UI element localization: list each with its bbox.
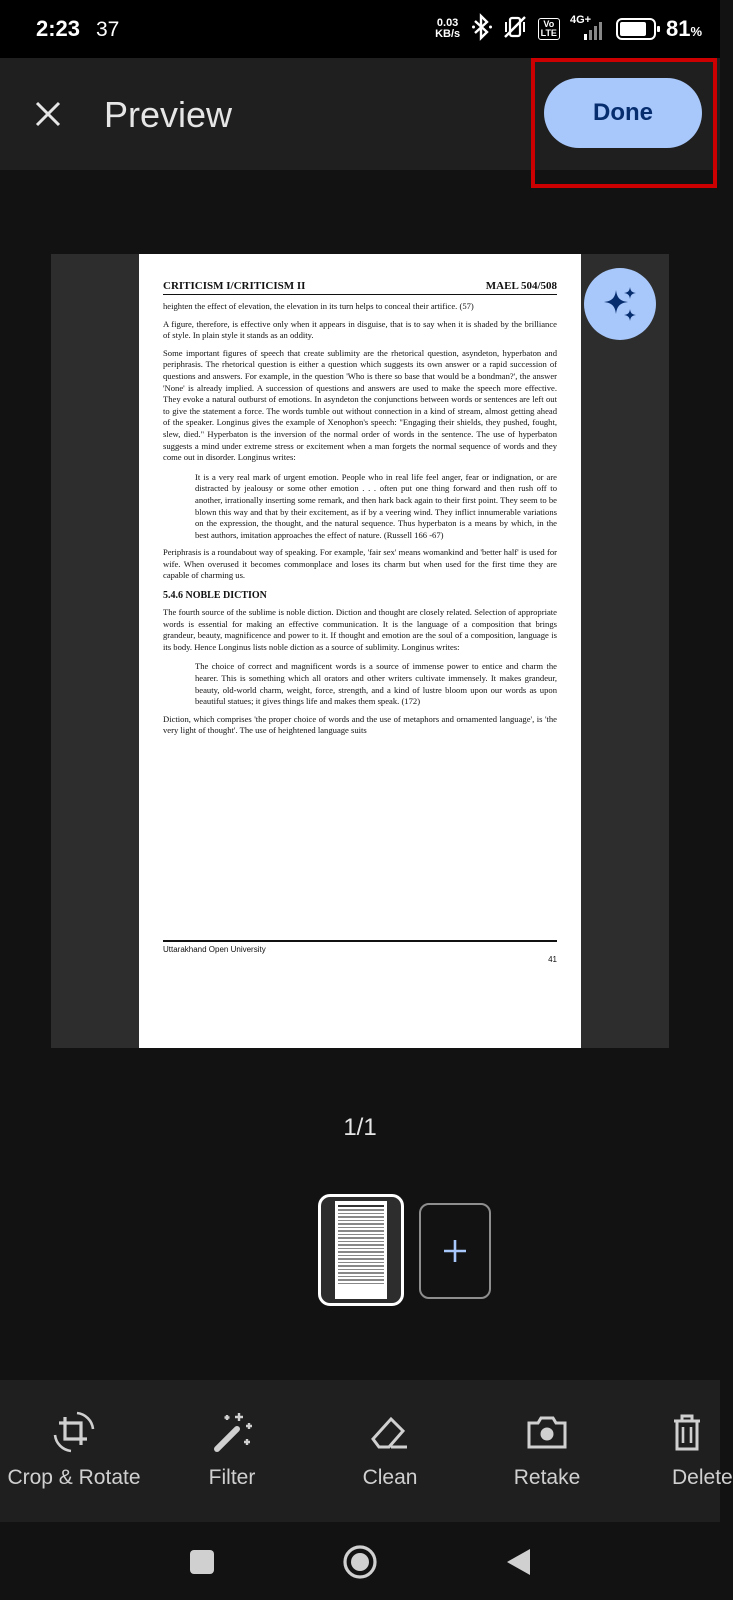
document-header <box>163 280 557 295</box>
eraser-icon <box>367 1409 413 1455</box>
doc-paragraph: Diction, which comprises 'the proper choice of words and the use of metaphors and ornamented language', is 'the very light of thought'. The use of heightened language suits <box>163 713 557 736</box>
circle-icon <box>342 1544 378 1580</box>
page-counter: 1/1 <box>343 1114 377 1141</box>
retake-label: Retake <box>513 1466 581 1489</box>
doc-paragraph: The fourth source of the sublime is noble diction. Diction and thought are closely related. Selection of appropriate words is essential for making an effective communication. It is the language of a composition that brings grandeur, beauty, magnificence and power to it. If thought and emotion are the soul of a composition, language is its body. Hence Longinus lists noble diction as a source of sublimity. Longinus writes: <box>163 607 557 652</box>
volte-badge <box>538 18 560 40</box>
battery-unit: % <box>690 24 702 39</box>
document-preview[interactable] <box>139 254 581 1048</box>
delete-label: Delete <box>672 1466 733 1489</box>
status-icons <box>434 14 702 44</box>
network-type: 4G+ <box>569 14 592 26</box>
square-icon <box>189 1549 215 1575</box>
status-extra: 37 <box>96 18 120 41</box>
signal-icon <box>570 16 606 42</box>
crop-rotate-label: Crop & Rotate <box>7 1466 141 1489</box>
sparkle-icon <box>600 284 640 324</box>
camera-icon <box>524 1409 570 1455</box>
filter-label: Filter <box>208 1466 256 1489</box>
status-time: 2:23 <box>36 16 81 41</box>
page-title: Preview <box>104 94 233 135</box>
add-page-button[interactable] <box>419 1203 491 1299</box>
doc-paragraph: A figure, therefore, is effective only when it appears in disguise, that is to say when it is shaded by the brilliance of style. In plain style it stands as an oddity. <box>163 318 557 341</box>
crop-rotate-icon <box>51 1409 97 1455</box>
page-thumbnail[interactable] <box>318 1194 404 1306</box>
magic-wand-icon <box>209 1409 255 1455</box>
battery-fill <box>620 22 646 36</box>
recents-button[interactable] <box>180 1540 224 1584</box>
thumbnail-page <box>335 1201 387 1299</box>
volte-bottom: LTE <box>540 28 557 38</box>
bottom-toolbar <box>0 1380 733 1522</box>
bluetooth-icon <box>472 14 492 45</box>
footer-left: Uttarakhand Open University <box>163 945 266 954</box>
top-app-bar <box>0 58 720 170</box>
trash-icon <box>670 1409 704 1455</box>
triangle-back-icon <box>504 1547 532 1577</box>
net-speed-value: 0.03 <box>436 17 459 29</box>
done-button[interactable]: Done <box>544 78 702 148</box>
net-speed <box>434 18 462 40</box>
filter-button[interactable] <box>152 1408 312 1508</box>
battery-value: 81 <box>665 16 691 41</box>
document-footer <box>163 940 557 964</box>
net-speed-unit: KB/s <box>435 28 461 40</box>
retake-button[interactable] <box>467 1408 627 1508</box>
ai-enhance-button[interactable] <box>584 268 656 340</box>
footer-page-number: 41 <box>548 955 557 964</box>
crop-rotate-button[interactable] <box>0 1408 154 1508</box>
header-right: MAEL 504/508 <box>485 280 557 292</box>
doc-paragraph: heighten the effect of elevation, the elevation in its turn helps to conceal their artifice. (57) <box>163 301 474 311</box>
close-button[interactable] <box>22 88 74 140</box>
system-nav-bar <box>0 1522 720 1600</box>
doc-quote: It is a very real mark of urgent emotion. People who in real life feel anger, fear or indignation, or are distracted by jealousy or some other emotion . . . often put one thing forward and then rush off to another, irrationally inserting some remark, and then hark back again to their first point. They seem to be blown this way and that by their excitement, as if by a veering wind. They inflict innumerable variations on the expression, the thought, and the natural sequence. Thus hyperbaton is a means by which, in the best authors, imitation approaches the effect of nature. (Russell 166 -67) <box>195 471 557 540</box>
clean-label: Clean <box>362 1466 418 1489</box>
vibrate-off-icon <box>502 14 528 45</box>
close-icon <box>34 100 62 128</box>
volte-top: Vo <box>543 19 555 29</box>
home-button[interactable] <box>338 1540 382 1584</box>
doc-heading: 5.4.6 NOBLE DICTION <box>163 590 267 602</box>
doc-paragraph: Periphrasis is a roundabout way of speaking. For example, 'fair sex' means womankind and 'better half' is used for wife. When overused it becomes commonplace and loses its charm but when used for the first time they are capable of charming us. <box>163 547 557 581</box>
clean-button[interactable] <box>310 1408 470 1508</box>
doc-paragraph: Some important figures of speech that create sublimity are the rhetorical question, asyndeton, hyperbaton and periphrasis. The rhetorical question is either a question which suggests its own answer or a rapid succession of questions and answers. For example, in the question 'Who is there so base that would be a bondman?', the answer 'None' is already implied. A succession of questions and answers are used to make the speech more effective. They evoke a natural outburst of emotions. In asyndeton the conjunctions between words or sentences are left out to give the statement a force. The words tumble out without connection in a kind of stream, almost getting ahead of the speaker. Longinus gives the example of Xenophon's speech: "Engaging their shields, they pushed, fought, slew, died." Hyperbaton is the inversion of the normal order of words in the sentence. The use of hyperbaton suggests a mind under extreme stress or excitement when a man forgets the normal sequence of words and they come out in disorder. Longinus writes: <box>163 347 557 463</box>
battery-icon <box>616 18 656 40</box>
delete-button[interactable] <box>624 1408 733 1508</box>
plus-icon <box>442 1238 468 1264</box>
header-left: CRITICISM I/CRITICISM II <box>163 280 306 292</box>
status-bar <box>0 0 720 58</box>
battery-percent <box>666 16 702 42</box>
back-button[interactable] <box>496 1540 540 1584</box>
doc-quote: The choice of correct and magnificent words is a source of immense power to entice and charm the hearer. This is something which all orators and other writers cultivate immensely. It makes grandeur, beauty, old-world charm, weight, force, strength, and a kind of lustre bloom upon our words as upon beautiful statues; it gives things life and makes them speak. (172) <box>195 661 557 707</box>
